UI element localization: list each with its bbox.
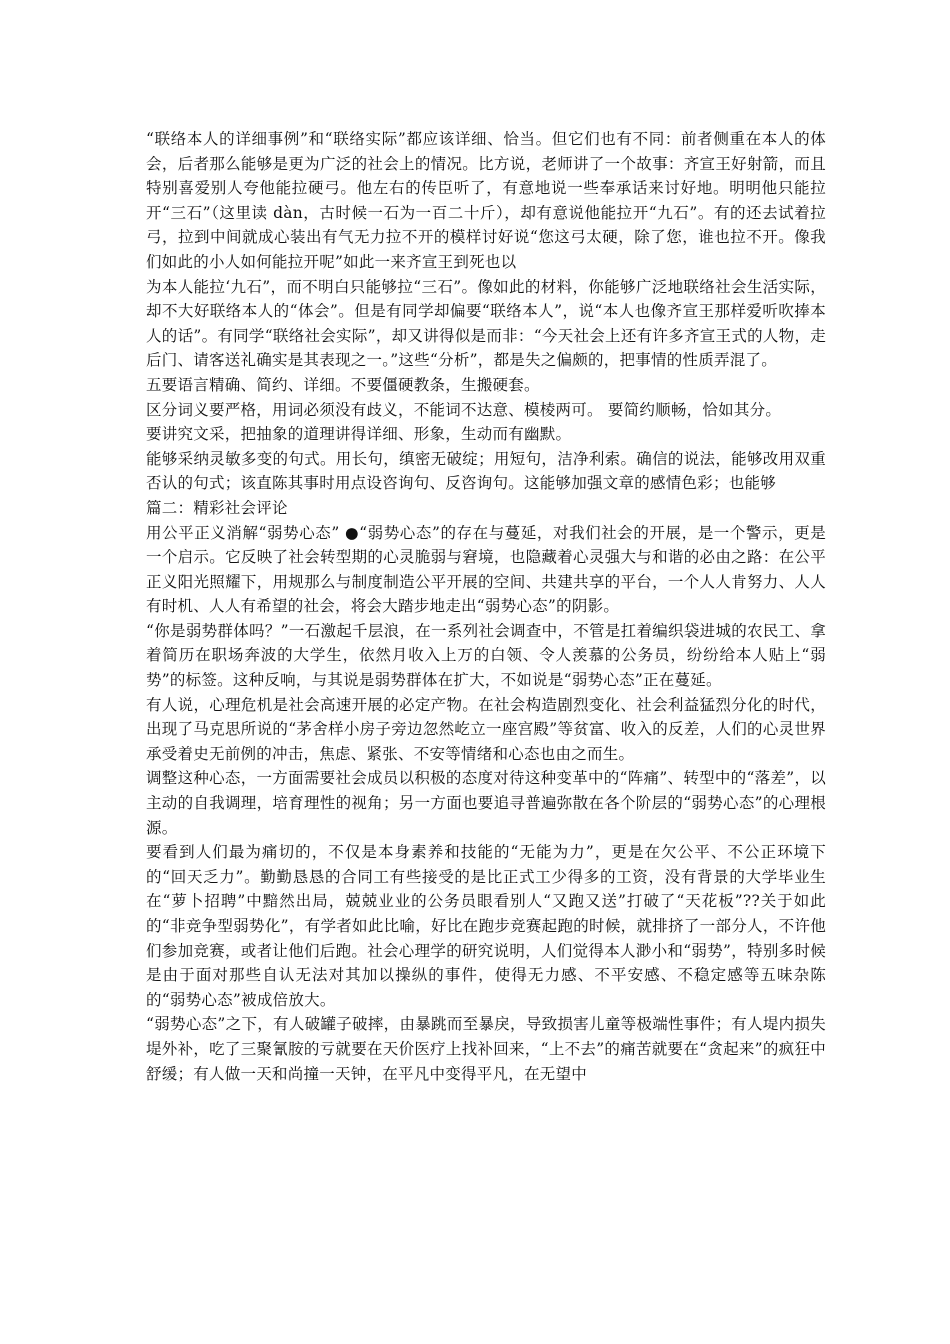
paragraph: 要讲究文采，把抽象的道理讲得详细、形象，生动而有幽默。 — [146, 425, 572, 444]
document-page — [146, 127, 826, 1086]
section-heading: 篇二：精彩社会评论 — [146, 498, 288, 517]
paragraph: 区分词义要严格，用词必须没有歧义，不能词不达意、模棱两可。 要简约顺畅，恰如其分。 — [146, 400, 782, 419]
paragraph: 要看到人们最为痛切的，不仅是本身素养和技能的“无能为力”，更是在欠公平、不公正环境下的“回天乏力”。勤勤恳恳的合同工有些接受的是比正式工少得多的工资，没有背景的大学毕业生在“萝卜招聘”中黯然出局，兢兢业业的公务员眼看别人“又跑又送”打破了“天花板”??关于如此的“非竞争型弱势化”，有学者如此比喻，好比在跑步竞赛起跑的时候，就排挤了一部分人，不许他们参加竞赛，或者让他们后跑。社会心理学的研究说明，人们觉得本人渺小和“弱势”，特别多时候是由于面对那些自认无法对其加以操纵的事件，使得无力感、不平安感、不稳定感等五味杂陈的“弱势心态”被成倍放大。 — [146, 843, 826, 1009]
paragraph: “你是弱势群体吗？”一石激起千层浪，在一系列社会调查中，不管是扛着编织袋进城的农民工、拿着简历在职场奔波的大学生，依然月收入上万的白领、令人羡慕的公务员，纷纷给本人贴上“弱势”的标签。这种反响，与其说是弱势群体在扩大，不如说是“弱势心态”正在蔓延。 — [146, 621, 826, 690]
paragraph: 调整这种心态，一方面需要社会成员以积极的态度对待这种变革中的“阵痛”、转型中的“落差”，以主动的自我调理，培育理性的视角；另一方面也要追寻普遍弥散在各个阶层的“弱势心态”的心理根源。 — [146, 769, 826, 837]
paragraph: 为本人能拉‘九石”，而不明白只能够拉“三石”。像如此的材料，你能够广泛地联络社会生活实际，却不大好联络本人的“体会”。但是有同学却偏要“联络本人”，说“本人也像齐宣王那样爱听吹捧本人的话”。有同学“联络社会实际”，却又讲得似是而非：“今天社会上还有许多齐宣王式的人物，走后门、请客送礼确实是其表现之一。”这些“分析”，都是失之偏颇的，把事情的性质弄混了。 — [146, 277, 826, 370]
paragraph: “弱势心态”之下，有人破罐子破摔，由暴跳而至暴戾，导致损害儿童等极端性事件；有人堤内损失堤外补，吃了三聚氰胺的亏就要在天价医疗上找补回来，“上不去”的痛苦就要在“贪起来”的疯狂中舒缓；有人做一天和尚撞一天钟，在平凡中变得平凡，在无望中 — [146, 1015, 826, 1083]
paragraph: 有人说，心理危机是社会高速开展的必定产物。在社会构造剧烈变化、社会利益猛烈分化的时代，出现了马克思所说的“茅舍样小房子旁边忽然屹立一座宫殿”等贫富、收入的反差，人们的心灵世界承受着史无前例的冲击，焦虑、紧张、不安等情绪和心态也由之而生。 — [146, 695, 826, 763]
paragraph: “联络本人的详细事例”和“联络实际”都应该详细、恰当。但它们也有不同：前者侧重在本人的体会，后者那么能够是更为广泛的社会上的情况。比方说，老师讲了一个故事：齐宣王好射箭，而且特别喜爱别人夸他能拉硬弓。他左右的传臣听了，有意地说一些奉承话来讨好地。明明他只能拉开“三石”（这里读 dàn，古时候一石为一百二十斤），却有意说他能拉开“九石”。有的还去试着拉弓，拉到中间就成心装出有气无力拉不开的模样讨好说“您这弓太硬，除了您，谁也拉不开。像我们如此的小人如何能拉开呢”如此一来齐宣王到死也以 — [146, 130, 826, 271]
paragraph: 五要语言精确、简约、详细。不要僵硬教条，生搬硬套。 — [146, 375, 540, 394]
paragraph: 用公平正义消解“弱势心态” ●“弱势心态”的存在与蔓延，对我们社会的开展，是一个警示，更是一个启示。它反映了社会转型期的心灵脆弱与窘境，也隐藏着心灵强大与和谐的必由之路：在公平正义阳光照耀下，用规那么与制度制造公平开展的空间、共建共享的平台，一个人人肯努力、人人有时机、人人有希望的社会，将会大踏步地走出“弱势心态”的阴影。 — [146, 523, 826, 616]
paragraph: 能够采纳灵敏多变的句式。用长句，缜密无破绽；用短句，洁净利索。确信的说法，能够改用双重否认的句式；该直陈其事时用点设咨询句、反咨询句。这能够加强文章的感情色彩；也能够 — [146, 449, 826, 493]
